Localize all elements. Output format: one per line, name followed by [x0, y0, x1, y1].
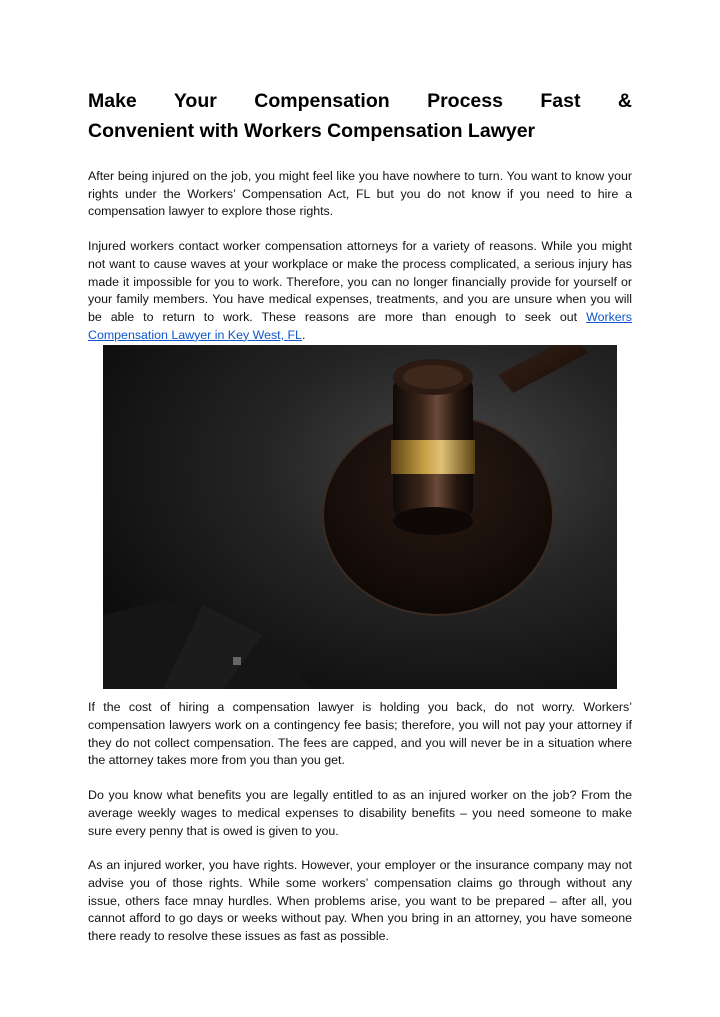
paragraph-2-end: .	[301, 327, 306, 342]
gavel-photo	[103, 345, 617, 689]
document-page	[88, 86, 632, 946]
paragraph-3: If the cost of hiring a compensation lawyer is holding you back, do not worry. Workers’ compensation lawyers work on a contingency fee basis; therefore, you will not pay your attorney if they do not collect compensation. The fees are capped, and you will never be in a situation where the attorney takes more from you than you get.	[88, 700, 632, 768]
gavel-icon	[103, 345, 617, 689]
title-line-1: Make Your Compensation Process Fast &	[88, 90, 632, 112]
paragraph-2-text: Injured workers contact worker compensation attorneys for a variety of reasons. While you might not want to cause waves at your workplace or make the process complicated, a serious injury has made it impossible for you to work. Therefore, you can no longer financially provide for yourself or your family members. You have medical expenses, treatments, and you are unsure when you will be able to return to work. These reasons are more than enough to seek out	[88, 239, 632, 324]
page-title	[88, 86, 632, 146]
workers-compensation-lawyer-link[interactable]: Workers Compensation Lawyer in Key West, FL	[88, 309, 632, 342]
paragraph-5: As an injured worker, you have rights. However, your employer or the insurance company may not advise you of those rights. While some workers’ compensation claims go through without any issue, others face mnay hurdles. When problems arise, you want to be prepared – after all, you cannot afford to go days or weeks without pay. When you bring in an attorney, you have someone there ready to resolve these issues as fast as possible.	[88, 858, 632, 944]
paragraph-4: Do you know what benefits you are legally entitled to as an injured worker on the job? From the average weekly wages to medical expenses to disability benefits – you need someone to make sure every penny that is owed is given to you.	[88, 788, 632, 838]
paragraph-1: After being injured on the job, you might feel like you have nowhere to turn. You want to know your rights under the Workers’ Compensation Act, FL but you do not know if you need to hire a compensation lawyer to explore those rights.	[88, 169, 632, 219]
title-line-2: Convenient with Workers Compensation Lawyer	[88, 120, 536, 142]
paragraph-2	[88, 238, 632, 344]
